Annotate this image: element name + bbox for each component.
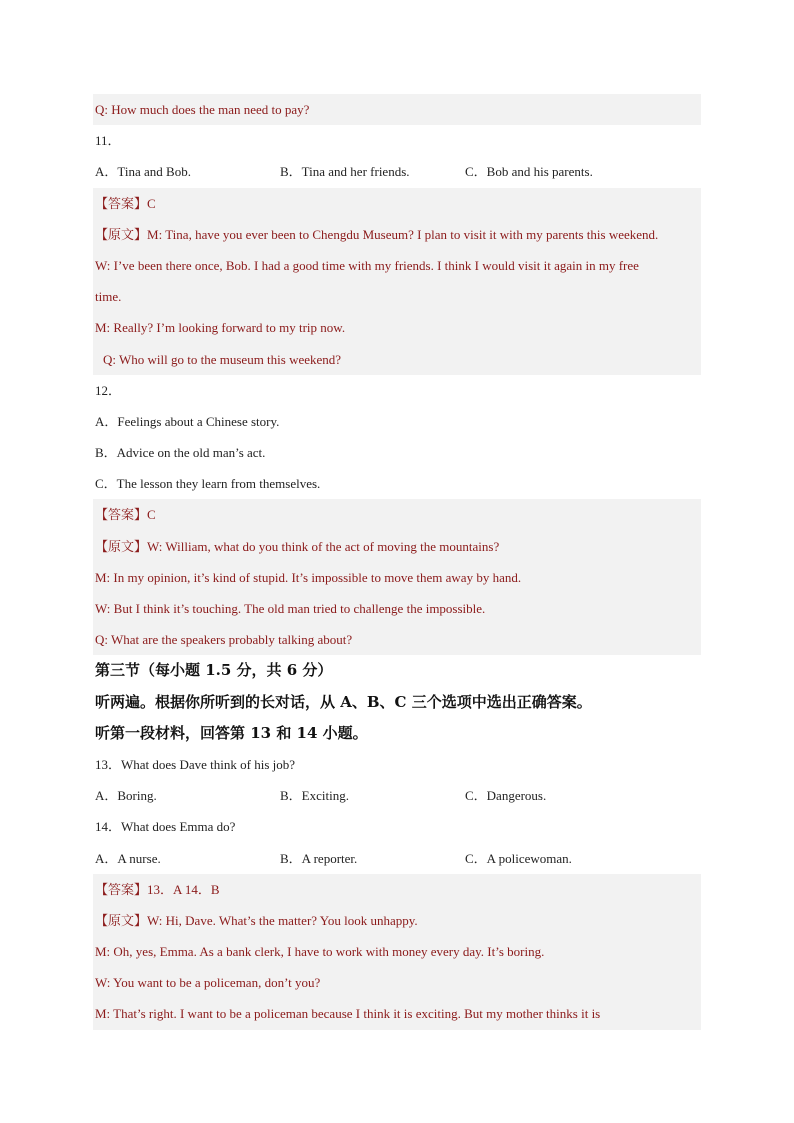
section3-material: 听第一段材料，回答第 13 和 14 小题。 bbox=[95, 723, 368, 742]
q12-option-c: C．The lesson they learn from themselves. bbox=[95, 476, 321, 492]
answer-value: 13．A 14．B bbox=[147, 881, 220, 897]
transcript-text: W: Hi, Dave. What’s the matter? You look unhappy. bbox=[147, 912, 418, 928]
q13-14-answer bbox=[93, 874, 701, 905]
q13-option-b: B．Exciting. bbox=[280, 788, 349, 804]
transcript-mark: 【原文】 bbox=[95, 913, 148, 929]
transcript-mark: 【原文】 bbox=[95, 227, 148, 243]
section3-instruction: 听两遍。根据你所听到的长对话，从 A、B、C 三个选项中选出正确答案。 bbox=[95, 692, 592, 711]
transcript-mark: 【原文】 bbox=[95, 539, 148, 555]
q13-14-transcript-line-4: M: That’s right. I want to be a policeman because I think it is exciting. But my mother thinks it is bbox=[93, 998, 701, 1029]
q14-option-a: A．A nurse. bbox=[95, 850, 161, 866]
q10-question: Q: How much does the man need to pay? bbox=[93, 94, 701, 125]
q12-option-a: A．Feelings about a Chinese story. bbox=[95, 413, 280, 429]
answer-mark: 【答案】 bbox=[95, 508, 148, 524]
q12-transcript-line-1 bbox=[93, 531, 701, 562]
q14-option-b: B．A reporter. bbox=[280, 850, 358, 866]
q12-transcript-line-3: W: But I think it’s touching. The old man tried to challenge the impossible. bbox=[93, 593, 701, 624]
q11-options bbox=[93, 156, 701, 187]
q13-option-c: C．Dangerous. bbox=[465, 788, 547, 804]
q11-transcript-line-1 bbox=[93, 219, 701, 250]
q13-14-transcript-line-2: M: Oh, yes, Emma. As a bank clerk, I have to work with money every day. It’s boring. bbox=[93, 936, 701, 967]
q13-14-transcript-line-3: W: You want to be a policeman, don’t you? bbox=[93, 967, 701, 998]
answer-value: C bbox=[147, 195, 156, 211]
q12-option-b: B．Advice on the old man’s act. bbox=[95, 445, 266, 461]
q11-option-a: A．Tina and Bob. bbox=[95, 164, 191, 180]
transcript-text: W: William, what do you think of the act of moving the mountains? bbox=[147, 538, 500, 554]
q13-options bbox=[93, 780, 701, 811]
answer-mark: 【答案】 bbox=[95, 196, 148, 212]
q12-answer bbox=[93, 499, 701, 530]
q14-question: 14．What does Emma do? bbox=[95, 819, 236, 835]
q11-option-b: B．Tina and her friends. bbox=[280, 164, 410, 180]
q11-transcript-line-2: W: I’ve been there once, Bob. I had a good time with my friends. I think I would visit it again in my free bbox=[93, 250, 701, 281]
q11-number: 11． bbox=[95, 133, 121, 149]
q13-option-a: A．Boring. bbox=[95, 788, 157, 804]
document-page bbox=[93, 94, 701, 1030]
answer-value: C bbox=[147, 507, 156, 523]
q11-transcript-question: Q: Who will go to the museum this weekend? bbox=[93, 344, 701, 375]
q13-14-transcript-line-1 bbox=[93, 905, 701, 936]
section3-heading: 第三节（每小题 1.5 分，共 6 分） bbox=[95, 661, 333, 680]
q12-transcript-line-2: M: In my opinion, it’s kind of stupid. It’s impossible to move them away by hand. bbox=[93, 562, 701, 593]
q14-option-c: C．A policewoman. bbox=[465, 850, 572, 866]
transcript-text: M: Tina, have you ever been to Chengdu Museum? I plan to visit it with my parents this weekend. bbox=[147, 226, 659, 242]
q12-number: 12． bbox=[95, 382, 122, 398]
q11-transcript-line-3: time. bbox=[93, 281, 701, 312]
q14-options bbox=[93, 843, 701, 874]
q12-transcript-question: Q: What are the speakers probably talking about? bbox=[93, 624, 701, 655]
answer-mark: 【答案】 bbox=[95, 882, 148, 898]
q13-question: 13．What does Dave think of his job? bbox=[95, 756, 296, 772]
q11-answer bbox=[93, 188, 701, 219]
q11-transcript-line-4: M: Really? I’m looking forward to my trip now. bbox=[93, 312, 701, 343]
q11-option-c: C．Bob and his parents. bbox=[465, 164, 593, 180]
